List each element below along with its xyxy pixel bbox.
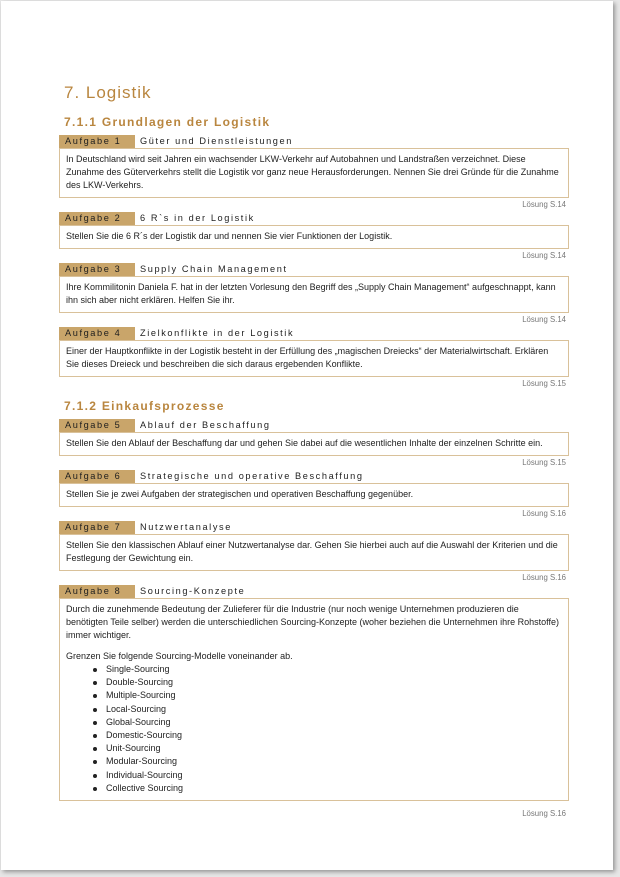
page-content bbox=[59, 83, 569, 821]
task-block bbox=[59, 212, 569, 263]
task-paragraph: Einer der Hauptkonflikte in der Logistik besteht in der Erfüllung des „magischen Dreiecks“ der Materialwirtschaft. Erklären Sie dieses Dreieck und beschreiben die sich daraus ergebenden Konflikte. bbox=[66, 346, 549, 369]
task-title: Strategische und operative Beschaffung bbox=[140, 471, 364, 481]
task-block bbox=[59, 419, 569, 470]
task-header bbox=[59, 585, 569, 599]
task-block bbox=[59, 135, 569, 212]
sourcing-model-list bbox=[66, 663, 562, 795]
task-paragraph: Grenzen Sie folgende Sourcing-Modelle voneinander ab. bbox=[66, 651, 293, 661]
section-title: 7.1.1 Grundlagen der Logistik bbox=[64, 115, 271, 129]
task-title: Sourcing-Konzepte bbox=[140, 586, 246, 596]
task-number-label: Aufgabe 4 bbox=[59, 327, 135, 340]
task-header bbox=[59, 470, 569, 484]
task-paragraph: Stellen Sie den klassischen Ablauf einer Nutzwertanalyse dar. Gehen Sie hierbei auch auf die Auswahl der Kriterien und die Festlegung der Gewichtung ein. bbox=[66, 540, 558, 563]
task-block bbox=[59, 327, 569, 391]
task-number-label: Aufgabe 8 bbox=[59, 585, 135, 598]
task-title: Ablauf der Beschaffung bbox=[140, 420, 271, 430]
sections-container bbox=[59, 115, 569, 821]
task-paragraph: Ihre Kommilitonin Daniela F. hat in der letzten Vorlesung den Begriff des „Supply Chain Management“ aufgeschnappt, kann ihn sich aber nicht erklären. Helfen Sie ihr. bbox=[66, 282, 556, 305]
task-title: Zielkonflikte in der Logistik bbox=[140, 328, 295, 338]
task-body bbox=[59, 277, 569, 313]
task-body bbox=[59, 226, 569, 249]
task-header bbox=[59, 419, 569, 433]
list-item: Collective Sourcing bbox=[106, 782, 562, 795]
task-block bbox=[59, 263, 569, 327]
list-item: Single-Sourcing bbox=[106, 663, 562, 676]
task-block bbox=[59, 521, 569, 585]
task-body bbox=[59, 599, 569, 801]
list-item: Local-Sourcing bbox=[106, 703, 562, 716]
task-paragraph: Stellen Sie je zwei Aufgaben der strategischen und operativen Beschaffung gegenüber. bbox=[66, 489, 414, 499]
task-body bbox=[59, 149, 569, 198]
list-item: Domestic-Sourcing bbox=[106, 729, 562, 742]
solution-reference: Lösung S.16 bbox=[522, 573, 566, 582]
task-paragraph: Stellen Sie die 6 R´s der Logistik dar und nennen Sie vier Funktionen der Logistik. bbox=[66, 231, 393, 241]
task-number-label: Aufgabe 3 bbox=[59, 263, 135, 276]
solution-reference: Lösung S.16 bbox=[522, 809, 566, 819]
list-item: Individual-Sourcing bbox=[106, 769, 562, 782]
task-body bbox=[59, 341, 569, 377]
task-header bbox=[59, 212, 569, 226]
document-page bbox=[1, 1, 613, 870]
list-item: Double-Sourcing bbox=[106, 676, 562, 689]
task-header bbox=[59, 135, 569, 149]
task-paragraph: Durch die zunehmende Bedeutung der Zulieferer für die Industrie (nur noch wenige Unternehmen produzieren die benötigten Teile selber) werden die unterschiedlichen Sourcing-Konzepte (woher beziehen die Unternehmen ihre Rohstoffe) immer wichtiger. bbox=[66, 604, 559, 640]
task-block bbox=[59, 470, 569, 521]
section-title: 7.1.2 Einkaufsprozesse bbox=[64, 399, 225, 413]
task-number-label: Aufgabe 7 bbox=[59, 521, 135, 534]
solution-reference: Lösung S.15 bbox=[522, 379, 566, 388]
task-number-label: Aufgabe 2 bbox=[59, 212, 135, 225]
task-header bbox=[59, 327, 569, 341]
task-title: 6 R`s in der Logistik bbox=[140, 213, 255, 223]
solution-reference: Lösung S.16 bbox=[522, 509, 566, 518]
task-header bbox=[59, 521, 569, 535]
task-body bbox=[59, 433, 569, 456]
task-title: Nutzwertanalyse bbox=[140, 522, 232, 532]
solution-reference: Lösung S.14 bbox=[522, 251, 566, 260]
solution-reference: Lösung S.15 bbox=[522, 458, 566, 467]
task-number-label: Aufgabe 5 bbox=[59, 419, 135, 432]
task-header bbox=[59, 263, 569, 277]
task-block bbox=[59, 585, 569, 821]
task-paragraph: In Deutschland wird seit Jahren ein wachsender LKW-Verkehr auf Autobahnen und Landstraßen verzeichnet. Diese Zunahme des Güterverkehrs stellt die Logistik vor ganz neue Herausforderungen. Nennen Sie drei Gründe für die Zunahme des LKW-Verkehrs. bbox=[66, 154, 559, 190]
task-title: Supply Chain Management bbox=[140, 264, 288, 274]
task-paragraph: Stellen Sie den Ablauf der Beschaffung dar und gehen Sie dabei auf die wesentlichen Inhalte der einzelnen Schritte ein. bbox=[66, 438, 543, 448]
list-item: Global-Sourcing bbox=[106, 716, 562, 729]
task-body bbox=[59, 484, 569, 507]
task-number-label: Aufgabe 1 bbox=[59, 135, 135, 148]
task-body bbox=[59, 535, 569, 571]
list-item: Modular-Sourcing bbox=[106, 755, 562, 768]
solution-reference: Lösung S.14 bbox=[522, 315, 566, 324]
task-number-label: Aufgabe 6 bbox=[59, 470, 135, 483]
solution-reference: Lösung S.14 bbox=[522, 200, 566, 209]
list-item: Unit-Sourcing bbox=[106, 742, 562, 755]
task-title: Güter und Dienstleistungen bbox=[140, 136, 293, 146]
chapter-title: 7. Logistik bbox=[64, 83, 152, 102]
list-item: Multiple-Sourcing bbox=[106, 689, 562, 702]
